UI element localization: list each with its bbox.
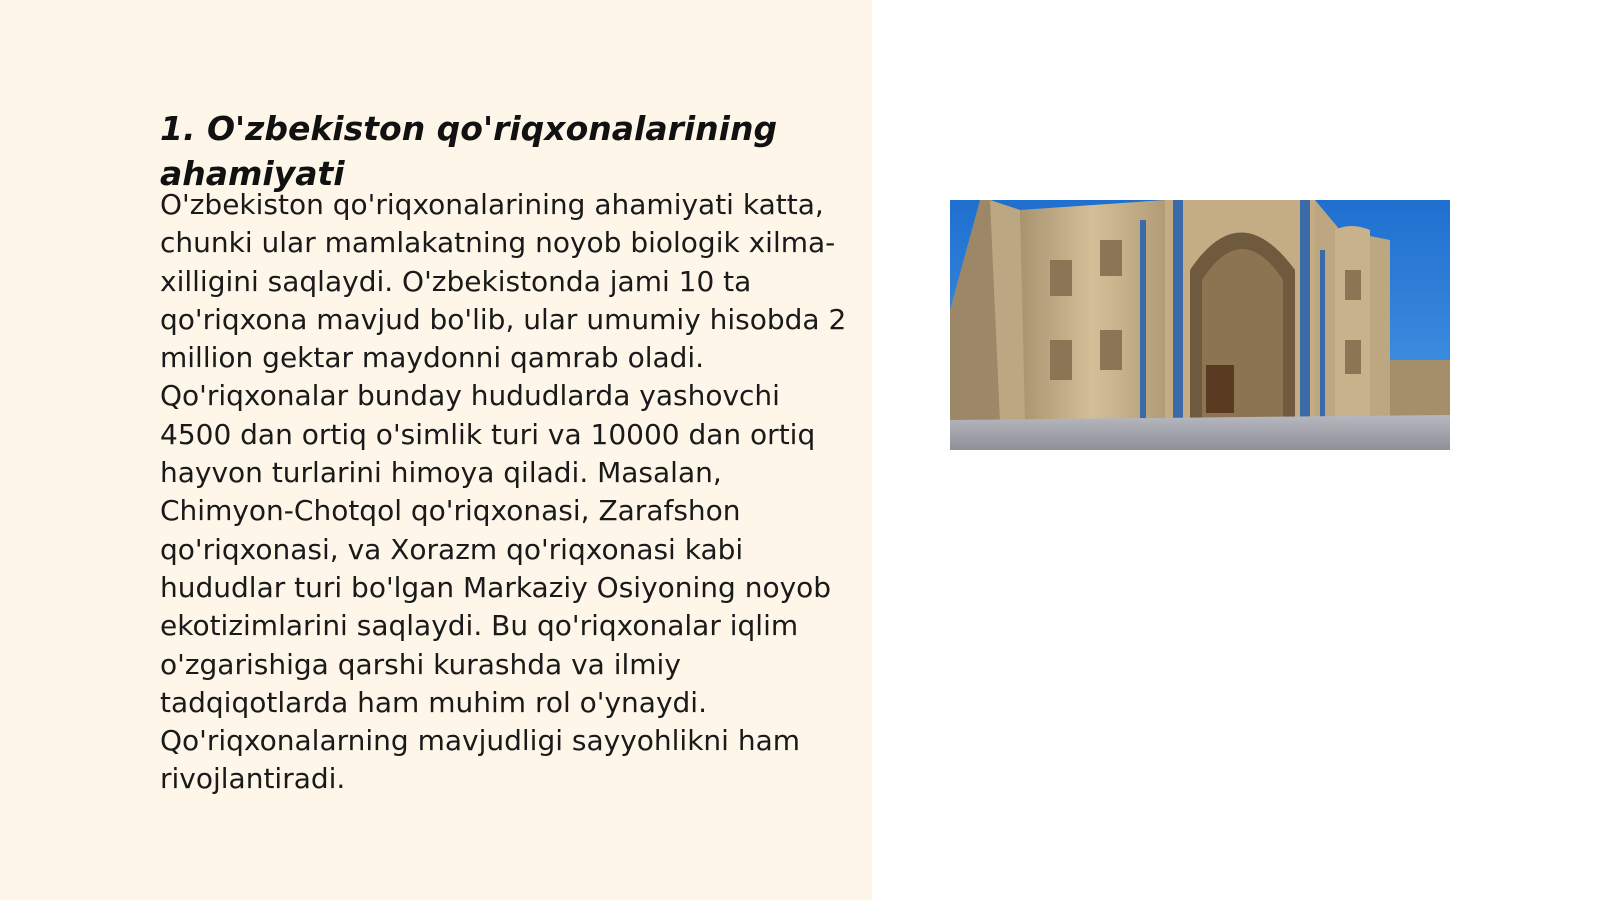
slide-title: 1. O'zbekiston qo'riqxonalarining ahamiyati <box>160 109 778 193</box>
madrasa-photo <box>950 200 1450 450</box>
slide-body-text: O'zbekiston qo'riqxonalarining ahamiyati katta, chunki ular mamlakatning noyob biologik xilma-xilligini saqlaydi. O'zbekistonda jami 10 ta qo'riqxona mavjud bo'lib, ular umumiy hisobda 2 million gektar maydonni qamrab oladi. Qo'riqxonalar bunday hududlarda yashovchi 4500 dan ortiq o'simlik turi va 10000 dan ortiq hayvon turlarini himoya qiladi. Masalan, Chimyon-Chotqol qo'riqxonasi, Zarafshon qo'riqxonasi, va Xorazm qo'riqxonasi kabi hududlar turi bo'lgan Markaziy Osiyoning noyob ekotizimlarini saqlaydi. Bu qo'riqxonalar iqlim o'zgarishiga qarshi kurashda va ilmiy tadqiqotlarda ham muhim rol o'ynaydi. Qo'riqxonalarning mavjudligi sayyohlikni ham rivojlantiradi. <box>160 188 847 796</box>
madrasa-illustration <box>950 200 1450 450</box>
